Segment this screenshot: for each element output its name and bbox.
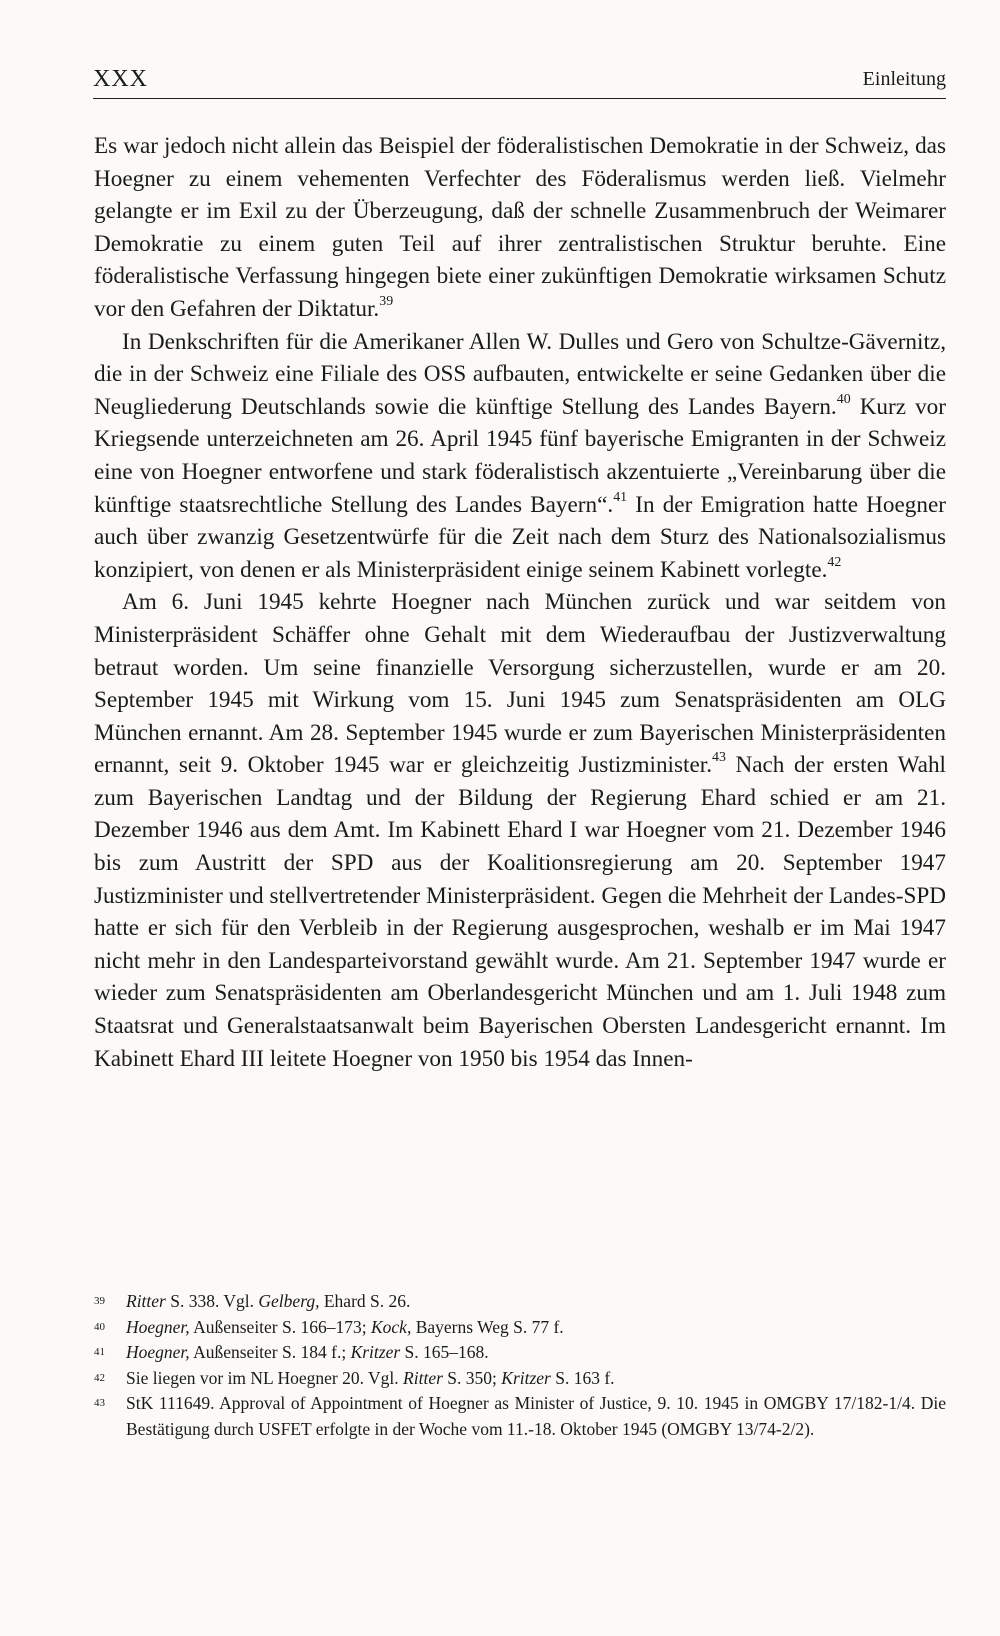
- main-text: [94, 130, 946, 1075]
- footnote-text: StK 111649. Approval of Appointment of Hoegner as Minister of Justice, 9. 10. 1945 in OMGBY 17/182-1/4. Die Bestätigung durch USFET erfolgte in der Woche vom 11.-18. Oktober 1945 (OMGBY 13/74-2/2).: [126, 1393, 946, 1439]
- footnote-author: Kritzer: [350, 1342, 401, 1363]
- footnote-reference: 39: [379, 294, 394, 310]
- footnote-author: Ritter: [126, 1291, 166, 1311]
- footnote-text: Außenseiter S. 166–173;: [189, 1316, 371, 1337]
- footnote-author: Hoegner,: [126, 1342, 190, 1363]
- footnote-author: Kock,: [370, 1316, 412, 1337]
- body-paragraph: [94, 130, 946, 326]
- paragraph-text: In der Emigration hatte Hoegner auch über zwanzig Gesetzentwürfe für die Zeit nach dem Sturz des Nationalsozialismus konzipiert, von denen er als Ministerpräsident einige seinem Kabinett vorlegte.: [94, 491, 947, 583]
- footnote-text: Sie liegen vor im NL Hoegner 20. Vgl.: [126, 1367, 404, 1388]
- footnote-reference: 41: [613, 489, 628, 505]
- footnote-reference: 40: [836, 391, 851, 407]
- paragraph-text: Es war jedoch nicht allein das Beispiel der föderalistischen Demokratie in der Schweiz, das Hoegner zu einem vehementen Verfechter des Föderalismus werden ließ. Vielmehr gelangte er im Exil zu der Überzeugung, daß der schnelle Zusammenbruch der Weimarer Demokratie zu einem guten Teil auf ihrer zentralistischen Struktur beruhte. Eine föderalistische Verfassung hingegen biete einer zukünftigen Demokratie wirksamen Schutz vor den Gefahren der Diktatur.: [94, 133, 946, 322]
- page-header: [93, 64, 946, 99]
- footnote: [94, 1391, 946, 1442]
- body-paragraph: [94, 326, 946, 587]
- footnote-number: 42: [94, 1371, 105, 1384]
- footnote-reference: 42: [827, 554, 842, 570]
- footnote-text: S. 165–168.: [400, 1342, 489, 1363]
- paragraph-text: In Denkschriften für die Amerikaner Allen W. Dulles und Gero von Schultze-Gävernitz, die in der Schweiz eine Filiale des OSS aufbauten, entwickelte er seine Gedanken über die Neugliederung Deutschlands sowie die künftige Stellung des Landes Bayern.: [94, 328, 946, 420]
- footnote: [94, 1289, 946, 1315]
- page-number: XXX: [93, 66, 148, 92]
- footnote: [94, 1366, 946, 1392]
- footnote-text: S. 163 f.: [550, 1367, 615, 1388]
- body-paragraph: [94, 586, 946, 1075]
- footnote-author: Ritter: [403, 1367, 443, 1388]
- footnote-text: S. 350;: [442, 1367, 502, 1388]
- footnote-number: 40: [94, 1320, 105, 1333]
- footnote-reference: 43: [712, 750, 726, 766]
- footnote-author: Hoegner,: [126, 1316, 190, 1337]
- footnote-number: 41: [94, 1346, 105, 1359]
- paragraph-text: Nach der ersten Wahl zum Bayerischen Landtag und der Bildung der Regierung Ehard schied er am 21. Dezember 1946 aus dem Amt. Im Kabinett Ehard I war Hoegner vom 21. Dezember 1946 bis zum Austritt der SPD aus der Koalitionsregierung am 20. September 1947 Justizminister und stellvertretender Ministerpräsident. Gegen die Mehrheit der Landes-SPD hatte er sich für den Verbleib in der Regierung ausgesprochen, weshalb er im Mai 1947 nicht mehr in den Landesparteivorstand gewählt wurde. Am 21. September 1947 wurde er wieder zum Senatspräsidenten am Oberlandesgericht München und am 1. Juli 1948 zum Staatsrat und Generalstaatsanwalt beim Bayerischen Obersten Landesgericht ernannt. Im Kabinett Ehard III leitete Hoegner von 1950 bis 1954 das Innen-: [94, 752, 946, 1072]
- footnote-text: S. 338. Vgl.: [165, 1291, 259, 1311]
- footnote-text: Bayerns Weg S. 77 f.: [411, 1316, 564, 1337]
- footnote-number: 39: [94, 1295, 105, 1307]
- footnotes: [94, 1289, 946, 1443]
- footnote-text: Ehard S. 26.: [319, 1291, 411, 1311]
- footnote-author: Kritzer: [501, 1367, 551, 1388]
- paragraph-text: Am 6. Juni 1945 kehrte Hoegner nach München zurück und war seitdem von Ministerpräsident Schäffer ohne Gehalt mit dem Wiederaufbau der Justizverwaltung betraut worden. Um seine finanzielle Versorgung sicherzustellen, wurde er am 20. September 1945 mit Wirkung vom 15. Juni 1945 zum Senatspräsidenten am OLG München ernannt. Am 28. September 1945 wurde er zum Bayerischen Ministerpräsidenten ernannt, seit 9. Oktober 1945 war er gleichzeitig Justizminister.: [94, 589, 946, 779]
- running-title: Einleitung: [862, 68, 946, 90]
- footnote: [94, 1315, 946, 1341]
- paragraph-text: Kurz vor Kriegsende unterzeichneten am 26. April 1945 fünf bayerische Emigranten in der Schweiz eine von Hoegner entworfene und stark föderalistisch akzentuierte „Vereinbarung über die künftige staatsrechtliche Stellung des Landes Bayern“.: [94, 393, 946, 518]
- footnote: [94, 1340, 946, 1366]
- footnote-text: Außenseiter S. 184 f.;: [189, 1342, 351, 1363]
- footnote-author: Gelberg,: [258, 1291, 320, 1311]
- footnote-number: 43: [94, 1397, 105, 1410]
